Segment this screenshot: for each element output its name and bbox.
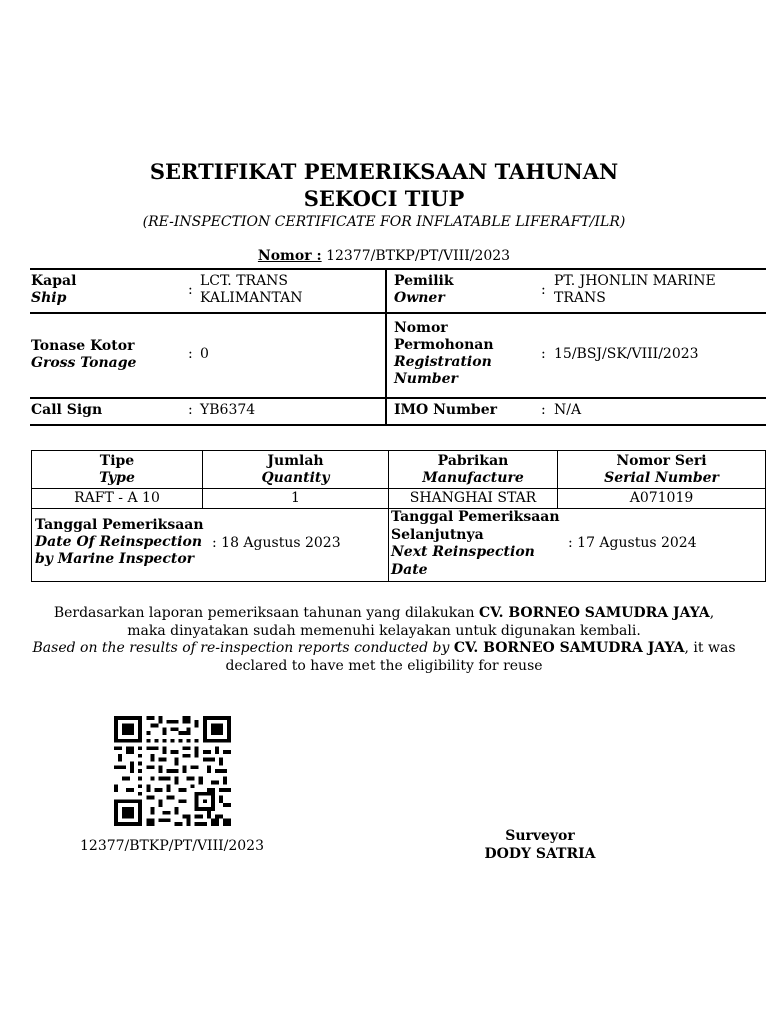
info-line-3 [30,397,766,399]
next-inspection-date-value: : 17 Agustus 2024 [568,535,697,551]
pemilik-value: PT. JHONLIN MARINE TRANS [554,273,716,306]
statement-en-line1: Based on the results of re-inspection reports conducted by CV. BORNEO SAMUDRA JAYA, it was [32,640,736,656]
tonase-value: 0 [200,346,209,362]
cell-type: RAFT - A 10 [32,489,203,509]
info-line-top [30,268,766,270]
table-row [32,489,766,509]
certificate-number-value: 12377/BTKP/PT/VIII/2023 [326,248,511,264]
col-manufacture-header: Pabrikan Manufacture [389,451,558,489]
dates-row [32,509,766,582]
certificate-number-label: Nomor : [257,248,322,264]
certificate-subtitle: (RE-INSPECTION CERTIFICATE FOR INFLATABLE LIFERAFT/ILR) [142,214,626,230]
permohonan-value: 15/BSJ/SK/VIII/2023 [554,346,699,362]
callsign-value: YB6374 [200,402,256,418]
inspection-date-value: : 18 Agustus 2023 [212,535,341,551]
cell-quantity: 1 [203,489,389,509]
info-line-bottom [30,424,766,426]
kapal-colon: : [188,282,193,298]
inspection-date-cell [32,509,389,582]
certificate-title-line1: SERTIFIKAT PEMERIKSAAN TAHUNAN [149,159,619,184]
statement-id-line2: maka dinyatakan sudah memenuhi kelayakan untuk digunakan kembali. [127,622,641,639]
statement-id-line1: Berdasarkan laporan pemeriksaan tahunan yang dilakukan CV. BORNEO SAMUDRA JAYA, [53,605,715,621]
pemilik-colon: : [541,282,546,298]
inspection-date-label: Tanggal Pemeriksaan Date Of Reinspection by Marine Inspector [35,517,204,567]
col-serial-header: Nomor Seri Serial Number [558,451,766,489]
imo-value: N/A [554,402,582,418]
statement-paragraph [20,605,748,675]
next-inspection-date-cell [389,509,766,582]
certificate-number [0,248,768,264]
imo-colon: : [541,402,546,418]
kapal-value: LCT. TRANS KALIMANTAN [200,273,303,306]
surveyor-block [440,828,640,863]
tonase-colon: : [188,346,193,362]
qr-caption: 12377/BTKP/PT/VIII/2023 [80,838,264,854]
surveyor-label: Surveyor [505,828,575,844]
statement-en-line2: declared to have met the eligibility for reuse [225,657,543,674]
imo-label: IMO Number [394,402,497,418]
col-type-header: Tipe Type [32,451,203,489]
pemilik-label: Pemilik Owner [394,273,454,306]
col-quantity-header: Jumlah Quantity [203,451,389,489]
callsign-colon: : [188,402,193,418]
liferaft-table [31,450,766,582]
tonase-label: Tonase Kotor Gross Tonage [31,338,137,371]
certificate-title-line2: SEKOCI TIUP [303,186,465,211]
callsign-label: Call Sign [31,402,103,418]
surveyor-name: DODY SATRIA [484,845,596,862]
permohonan-colon: : [541,346,546,362]
qr-code-icon [114,716,231,826]
cell-serial: A071019 [558,489,766,509]
liferaft-table-header [32,451,766,489]
permohonan-label: Nomor Permohonan Registration Number [394,320,494,387]
kapal-label: Kapal Ship [31,273,77,306]
next-inspection-date-label: Tanggal Pemeriksaan Selanjutnya Next Reinspection Date [391,509,560,578]
cell-manufacture: SHANGHAI STAR [389,489,558,509]
info-line-2 [30,312,766,314]
info-divider [385,268,387,425]
